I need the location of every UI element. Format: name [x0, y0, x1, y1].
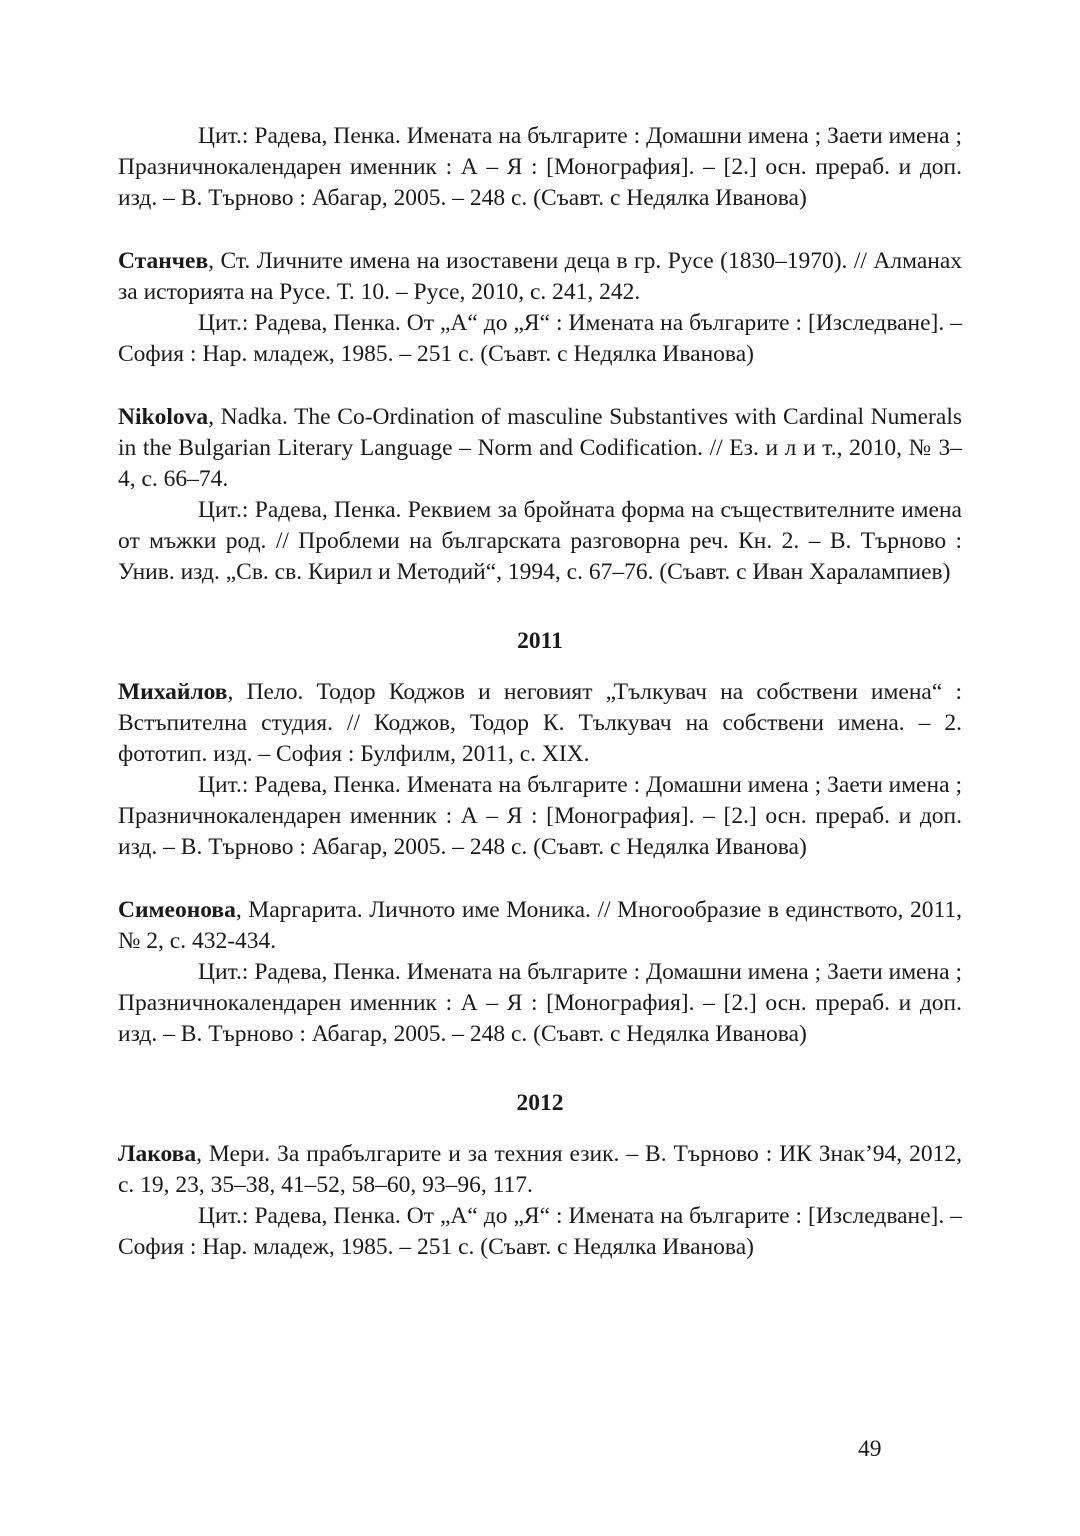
- bibliography-entry: [118, 1139, 962, 1263]
- bibliography-entry: [118, 246, 962, 370]
- entry-citation: [118, 402, 962, 495]
- citation-note: Цит.: Радева, Пенка. Имената на българите : Домашни имена ; Заети имена ; Празничнокалендарен именник : А – Я : [Монография]. – [2.] осн. прераб. и доп. изд. – В. Търново : Абагар, 2005. – 248 с. (Съавт. с Недялка Иванова): [118, 959, 962, 1047]
- citation-note: Цит.: Радева, Пенка. Имената на българите : Домашни имена ; Заети имена ; Празничнокалендарен именник : А – Я : [Монография]. – [2.] осн. прераб. и доп. изд. – В. Търново : Абагар, 2005. – 248 с. (Съавт. с Недялка Иванова): [118, 123, 962, 211]
- page-number: 49: [858, 1436, 882, 1462]
- entry-details: , Маргарита. Личното име Моника. // Многообразие в единството, 2011, № 2, с. 432-434.: [118, 897, 962, 954]
- entry-details: , Nadka. The Co-Ordination of masculine Substantives with Cardinal Numerals in the Bulgarian Literary Language – Norm and Codification. // Ез. и л и т., 2010, № 3–4, с. 66–74.: [118, 404, 962, 492]
- citation-note: Цит.: Радева, Пенка. От „А“ до „Я“ : Имената на българите : [Изследване]. – София : Нар. младеж, 1985. – 251 с. (Съавт. с Недялка Иванова): [118, 1203, 962, 1260]
- entry-details: , Пело. Тодор Коджов и неговият „Тълкувач на собствени имена“ : Встъпителна студия. // Коджов, Тодор К. Тълкувач на собствени имена. – 2. фототип. изд. – София : Булфилм, 2011, с. XIX.: [118, 679, 962, 767]
- entry-details: , Ст. Личните имена на изоставени деца в гр. Русе (1830–1970). // Алманах за историята на Русе. Т. 10. – Русе, 2010, с. 241, 242.: [118, 248, 962, 305]
- bibliography-entry: [118, 402, 962, 588]
- document-page: [118, 121, 962, 1295]
- year-heading-2011: 2011: [517, 628, 563, 654]
- entry-author: Михайлов: [118, 679, 228, 705]
- bibliography-entry: [118, 121, 962, 214]
- entry-author: Симеонова: [118, 897, 236, 923]
- entry-author: Лакова: [118, 1141, 197, 1167]
- year-heading-2012: 2012: [516, 1090, 564, 1116]
- bibliography-entry: [118, 677, 962, 863]
- entry-author: Nikolova: [118, 404, 209, 430]
- bibliography-entry: [118, 895, 962, 1050]
- citation-note: Цит.: Радева, Пенка. Имената на българите : Домашни имена ; Заети имена ; Празничнокалендарен именник : А – Я : [Монография]. – [2.] осн. прераб. и доп. изд. – В. Търново : Абагар, 2005. – 248 с. (Съавт. с Недялка Иванова): [118, 772, 962, 860]
- entry-author: Станчев: [118, 248, 209, 274]
- entry-citation: [118, 246, 962, 308]
- citation-note: Цит.: Радева, Пенка. От „А“ до „Я“ : Имената на българите : [Изследване]. – София : Нар. младеж, 1985. – 251 с. (Съавт. с Недялка Иванова): [118, 310, 962, 367]
- entry-details: , Мери. За прабългарите и за техния език. – В. Търново : ИК Знак’94, 2012, с. 19, 23, 35–38, 41–52, 58–60, 93–96, 117.: [118, 1141, 962, 1198]
- citation-note: Цит.: Радева, Пенка. Реквием за бройната форма на съществителните имена от мъжки род. // Проблеми на българската разговорна реч. Кн. 2. – В. Търново : Унив. изд. „Св. св. Кирил и Методий“, 1994, с. 67–76. (Съавт. с Иван Харалампиев): [118, 497, 962, 585]
- entry-citation: [118, 1139, 962, 1201]
- entry-citation: [118, 677, 962, 770]
- entry-citation: [118, 895, 962, 957]
